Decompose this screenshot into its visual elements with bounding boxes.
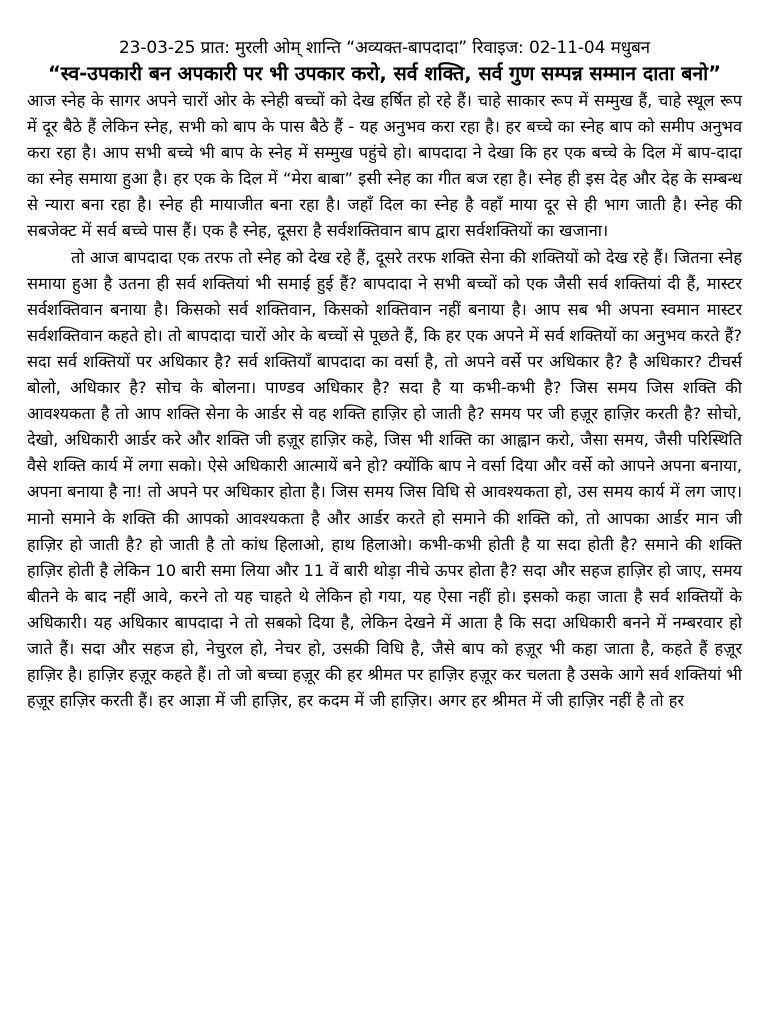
document-body [27,88,742,714]
murli-header-line: 23-03-25 प्रात: मुरली ओम् शान्ति “अव्यक्त-बापदादा” रिवाइज: 02-11-04 मधुबन [118,38,651,58]
paragraph-1: आज स्नेह के सागर अपने चारों ओर के स्नेही बच्चों को देख हर्षित हो रहे हैं। चाहे साकार रूप में सम्मुख हैं, चाहे स्थूल रूप में दूर बैठे हैं लेकिन स्नेह, सभी को बाप के पास बैठे हैं - यह अनुभव करा रहा है। हर बच्चे का स्नेह बाप को समीप अनुभव करा रहा है। आप सभी बच्चे भी बाप के स्नेह में सम्मुख पहुंचे हो। बापदादा ने देखा कि हर एक बच्चे के दिल में बाप-दादा का स्नेह समाया हुआ है। हर एक के दिल में “मेरा बाबा” इसी स्नेह का गीत बज रहा है। स्नेह ही इस देह और देह के सम्बन्ध से न्यारा बना रहा है। स्नेह ही मायाजीत बना रहा है। जहाँ दिल का स्नेह है वहाँ माया दूर से ही भाग जाती है। स्नेह की सबजेक्ट में सर्व बच्चे पास हैं। एक है स्नेह, दूसरा है सर्वशक्तिवान बाप द्वारा सर्वशक्तियों का खजाना। [27,91,742,241]
paragraph-2: तो आज बापदादा एक तरफ तो स्नेह को देख रहे हैं, दूसरे तरफ शक्ति सेना की शक्तियों को देख रहे हैं। जितना स्नेह समाया हुआ है उतना ही सर्व शक्तियां भी समाई हुई हैं? बापदादा ने सभी बच्चों को एक जैसी सर्व शक्तियां दी हैं, मास्टर सर्वशक्तिवान बनाया है। किसको सर्व शक्तिवान, किसको शक्तिवान नहीं बनाया है। आप सब भी अपना स्वमान मास्टर सर्वशक्तिवान कहते हो। तो बापदादा चारों ओर के बच्चों से पूछते हैं, कि हर एक अपने में सर्व शक्तियों का अनुभव करते हैं? सदा सर्व शक्तियों पर अधिकार है? सर्व शक्तियाँ बापदादा का वर्सा है, तो अपने वर्से पर अधिकार है? है अधिकार? टीचर्स बोलो, अधिकार है? सोच के बोलना। पाण्डव अधिकार है? सदा है या कभी-कभी है? जिस समय जिस शक्ति की आवश्यकता है तो आप शक्ति सेना के आर्डर से वह शक्ति हाज़िर हो जाती है? समय पर जी हज़ूर हाज़िर करती है? सोचो, देखो, अधिकारी आर्डर करे और शक्ति जी हज़ूर हाज़िर कहे, जिस भी शक्ति का आह्वान करो, जैसा समय, जैसी परिस्थिति वैसे शक्ति कार्य में लगा सको। ऐसे अधिकारी आत्मायें बने हो? क्योंकि बाप ने वर्सा दिया और वर्से को आपने अपना बनाया, अपना बनाया है ना! तो अपने पर अधिकार होता है। जिस समय जिस विधि से आवश्यकता हो, उस समय कार्य में लग जाए। मानो समाने के शक्ति की आपको आवश्यकता है और आर्डर करते हो समाने की शक्ति को, तो आपका आर्डर मान जी हाज़िर हो जाती है? हो जाती है तो कांध हिलाओ, हाथ हिलाओ। कभी-कभी होती है या सदा होती है? समाने की शक्ति हाज़िर होती है लेकिन 10 बारी समा लिया और 11 वें बारी थोड़ा नीचे ऊपर होता है? सदा और सहज हाज़िर हो जाए, समय बीतने के बाद नहीं आवे, करने तो यह चाहते थे लेकिन हो गया, यह ऐसा नहीं हो। इसको कहा जाता है सर्व शक्तियों के अधिकारी। यह अधिकार बापदादा ने तो सबको दिया है, लेकिन देखने में आता है कि सदा अधिकारी बनने में नम्बरवार हो जाते हैं। सदा और सहज हो, नेचुरल हो, नेचर हो, उसकी विधि है, जैसे बाप को हज़ूर भी कहा जाता है, कहते हैं हज़ूर हाज़िर है। हाज़िर हज़ूर कहते हैं। तो जो बच्चा हज़ूर की हर श्रीमत पर हाज़िर हज़ूर कर चलता है उसके आगे सर्व शक्तियां भी हज़ूर हाज़िर करती हैं। हर आज्ञा में जी हाज़िर, हर कदम में जी हाज़िर। अगर हर श्रीमत में जी हाज़िर नहीं है तो हर [27,247,742,711]
murli-document [27,36,742,714]
page-title: “स्व-उपकारी बन अपकारी पर भी उपकार करो, सर्व शक्ति, सर्व गुण सम्पन्न सम्मान दाता बनो” [47,62,722,85]
